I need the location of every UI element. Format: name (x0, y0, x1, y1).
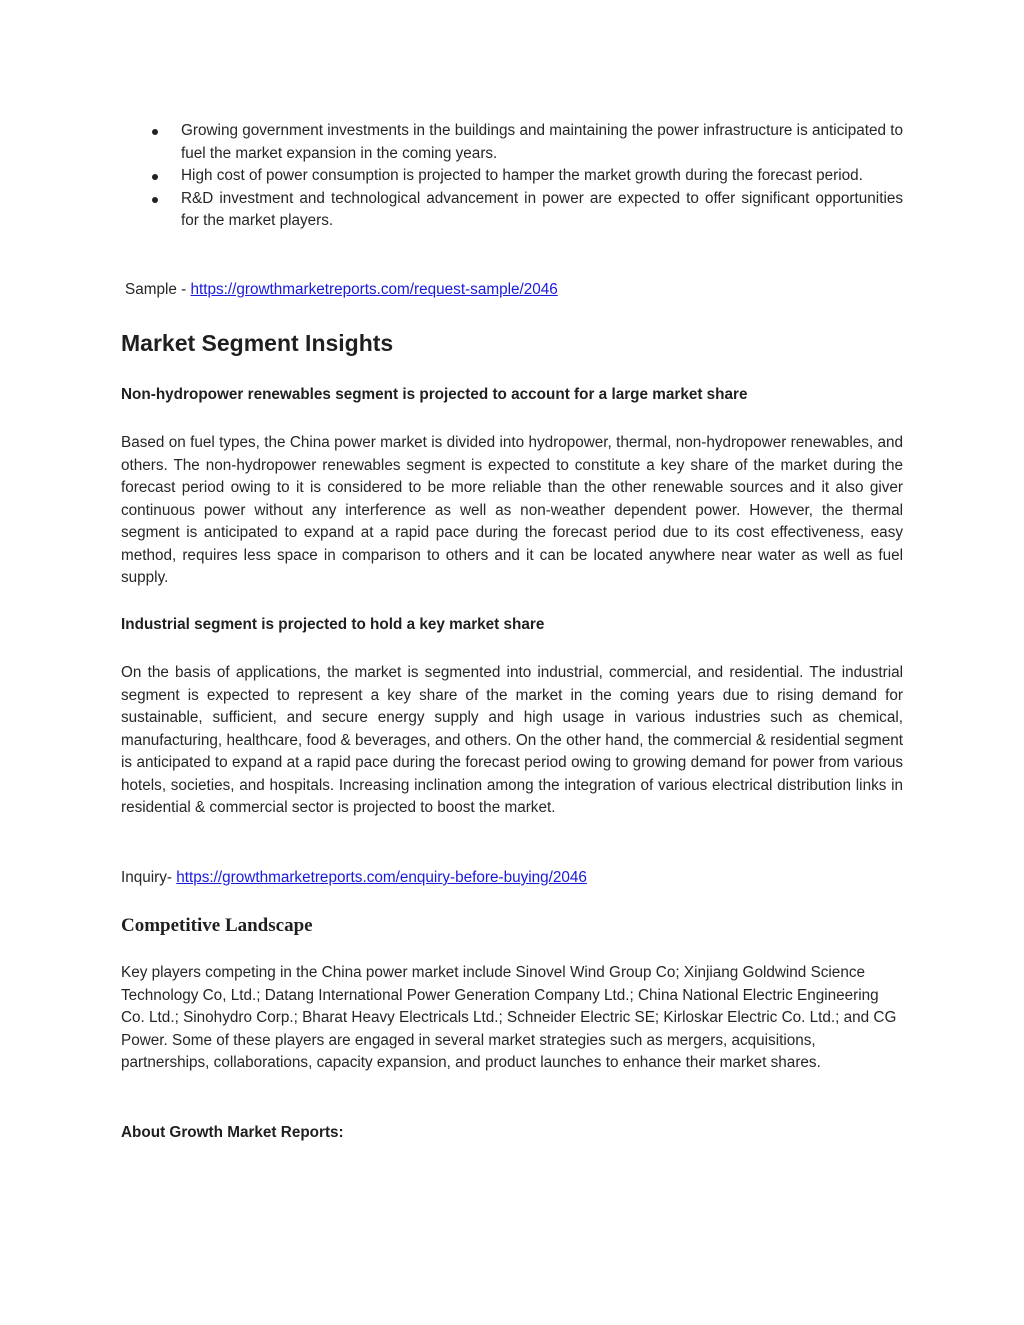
application-segment-paragraph: On the basis of applications, the market is segmented into industrial, commercial, and residential. The industrial segment is expected to represent a key share of the market in the coming years due to rising demand for sustainable, sufficient, and secure energy supply and high usage in various industries such as chemical, manufacturing, healthcare, food & beverages, and others. On the other hand, the commercial & residential segment is anticipated to expand at a rapid pace during the forecast period owing to growing demand for power from various hotels, societies, and hospitals. Increasing inclination among the integration of various electrical distribution links in residential & commercial sector is projected to boost the market. (121, 664, 903, 816)
section-heading-market-segment: Market Segment Insights (121, 330, 394, 356)
list-item (121, 165, 903, 188)
bullet-icon (152, 197, 158, 203)
fuel-segment-heading: Non-hydropower renewables segment is projected to account for a large market share (121, 386, 748, 403)
bullet-icon (152, 129, 158, 135)
inquiry-label: Inquiry- (121, 869, 177, 886)
bullet-text: Growing government investments in the buildings and maintaining the power infrastructure is anticipated to fuel the market expansion in the coming years. (181, 122, 903, 162)
sample-label: Sample - (125, 281, 191, 298)
application-segment-heading: Industrial segment is projected to hold a key market share (121, 616, 545, 633)
inquiry-link[interactable]: https://growthmarketreports.com/enquiry-before-buying/2046 (176, 869, 587, 886)
competitive-landscape-paragraph: Key players competing in the China power market include Sinovel Wind Group Co; Xinjiang Goldwind Science Technology Co, Ltd.; Datang International Power Generation Company Ltd.; China National Electric Engineering Co. Ltd.; Sinohydro Corp.; Bharat Heavy Electricals Ltd.; Schneider Electric SE; Kirloskar Electric Co. Ltd.; and CG Power. Some of these players are engaged in several market strategies such as mergers, acquisitions, partnerships, collaborations, capacity expansion, and product launches to enhance their market shares. (121, 964, 897, 1071)
inquiry-line (121, 867, 903, 889)
bullet-text: R&D investment and technological advancement in power are expected to offer significant opportunities for the market players. (181, 189, 903, 229)
document-page (121, 0, 903, 1325)
fuel-segment-paragraph: Based on fuel types, the China power market is divided into hydropower, thermal, non-hydropower renewables, and others. The non-hydropower renewables segment is expected to constitute a key share of the market during the forecast period owing to it is considered to be more reliable than the other renewable sources and it also giver continuous power without any interference as well as non-weather dependent power. However, the thermal segment is anticipated to expand at a rapid pace during the forecast period due to its cost effectiveness, easy method, requires less space in comparison to others and it can be located anywhere near water as well as fuel supply. (121, 434, 903, 586)
list-item (121, 188, 903, 233)
sample-line (125, 279, 907, 301)
key-points-list (121, 120, 903, 233)
competitive-landscape-heading: Competitive Landscape (121, 915, 313, 936)
about-heading: About Growth Market Reports: (121, 1124, 344, 1141)
bullet-text: High cost of power consumption is projected to hamper the market growth during the forecast period. (181, 167, 863, 184)
sample-link[interactable]: https://growthmarketreports.com/request-sample/2046 (190, 281, 558, 298)
bullet-icon (152, 174, 158, 180)
list-item (121, 120, 903, 165)
